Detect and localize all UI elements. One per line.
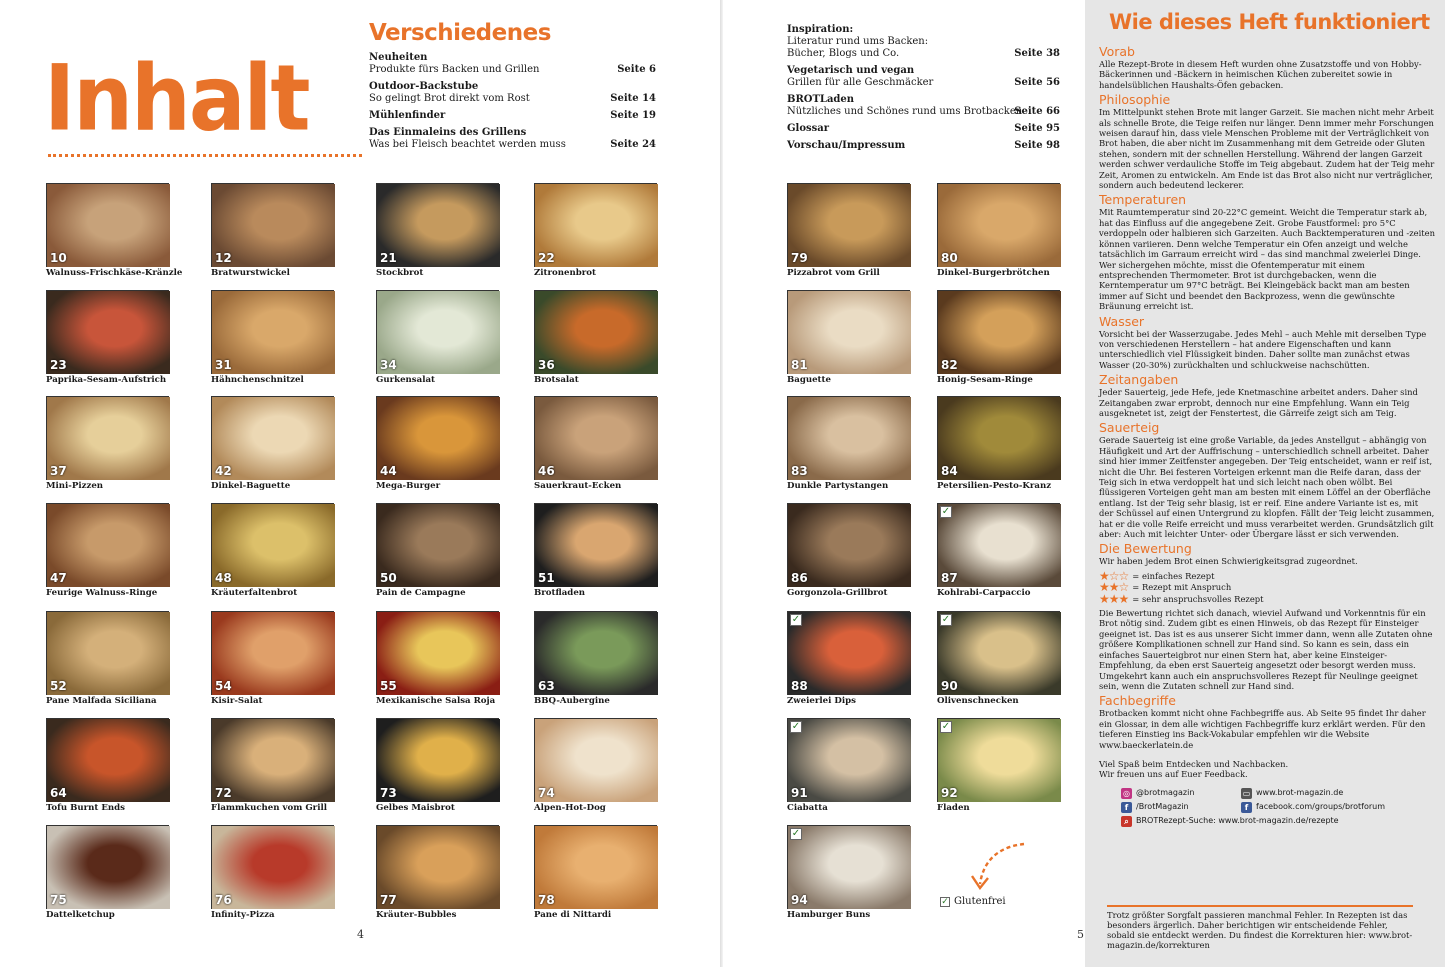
toc-entry[interactable] <box>787 65 1060 89</box>
facebook-icon: f <box>1121 802 1132 813</box>
recipe-thumbnail[interactable] <box>376 825 499 909</box>
recipe-thumbnail[interactable] <box>376 718 499 802</box>
recipe-name[interactable]: Mega-Burger <box>376 481 441 491</box>
recipe-page-number: 52 <box>50 679 67 693</box>
recipe-page-number: 74 <box>538 786 555 800</box>
toc-page: Seite 24 <box>610 139 656 150</box>
section-title: Verschiedenes <box>369 20 551 46</box>
recipe-name[interactable]: Ciabatta <box>787 803 828 813</box>
toc-title: Vegetarisch und vegan <box>787 65 915 76</box>
recipe-search-link[interactable] <box>1121 816 1411 827</box>
recipe-page-number: 54 <box>215 679 232 693</box>
recipe-page-number: 42 <box>215 464 232 478</box>
recipe-name[interactable]: Olivenschnecken <box>937 696 1019 706</box>
closing-line-1: Viel Spaß beim Entdecken und Nachbacken. <box>1099 758 1289 769</box>
toc-subtitle: Was bei Fleisch beachtet werden muss <box>369 139 566 150</box>
glutenfree-label: Glutenfrei <box>954 896 1006 907</box>
rating-label: = sehr anspruchsvolles Rezept <box>1132 593 1264 604</box>
recipe-thumbnail[interactable] <box>937 290 1060 374</box>
glutenfree-legend <box>940 896 1006 907</box>
recipe-page-number: 31 <box>215 358 232 372</box>
recipe-page-number: 44 <box>380 464 397 478</box>
recipe-thumbnail[interactable] <box>211 611 334 695</box>
toc-entry[interactable] <box>369 81 656 105</box>
social-links <box>1121 788 1435 827</box>
search-icon: ⌕ <box>1121 816 1132 827</box>
recipe-page-number: 50 <box>380 571 397 585</box>
toc-page: Seite 95 <box>1014 123 1060 134</box>
info-section-heading: Temperaturen <box>1099 192 1187 208</box>
check-icon: ✓ <box>791 614 801 625</box>
page-number-left: 4 <box>357 928 364 941</box>
recipe-name[interactable]: Petersilien-Pesto-Kranz <box>937 481 1052 491</box>
footer-divider <box>1107 905 1413 907</box>
recipe-page-number: 63 <box>538 679 555 693</box>
recipe-name[interactable]: Kisir-Salat <box>211 696 263 706</box>
recipe-thumbnail[interactable] <box>46 718 169 802</box>
recipe-thumbnail[interactable] <box>211 718 334 802</box>
facebook-group-url: facebook.com/groups/brotforum <box>1256 802 1386 812</box>
star-icon: ★★★ <box>1099 591 1129 606</box>
recipe-name[interactable]: Honig-Sesam-Ringe <box>937 375 1033 385</box>
recipe-thumbnail[interactable] <box>534 718 657 802</box>
monitor-icon: ▭ <box>1242 788 1251 798</box>
recipe-name[interactable]: Kräuterfaltenbrot <box>211 588 298 598</box>
recipe-name[interactable]: Sauerkraut-Ecken <box>534 481 622 491</box>
recipe-search-text: BROTRezept-Suche: www.brot-magazin.de/rezepte <box>1136 816 1339 826</box>
toc-subtitle: So gelingt Brot direkt vom Rost <box>369 93 530 104</box>
recipe-page-number: 48 <box>215 571 232 585</box>
check-icon: ✓ <box>941 506 951 517</box>
recipe-thumbnail[interactable] <box>211 825 334 909</box>
recipe-page-number: 55 <box>380 679 397 693</box>
recipe-thumbnail[interactable] <box>46 611 169 695</box>
instagram-link[interactable] <box>1121 788 1221 799</box>
recipe-thumbnail[interactable] <box>534 503 657 587</box>
toc-page: Seite 19 <box>610 110 656 121</box>
toc-entry[interactable] <box>787 24 1060 60</box>
arrow-icon <box>966 840 1028 896</box>
toc-title: Neuheiten <box>369 52 428 63</box>
toc-title: Outdoor-Backstube <box>369 81 479 92</box>
toc-page: Seite 38 <box>1014 48 1060 59</box>
recipe-name[interactable]: Alpen-Hot-Dog <box>534 803 606 813</box>
info-section-text: Alle Rezept-Brote in diesem Heft wurden ohne Zusatzstoffe und von Hobby-Bäckerinnen und -Bäckern in heimischen Küchen zubereitet sowie in handelsüblichen Haushalts-Öfen gebacken. <box>1099 59 1422 90</box>
toc-page: Seite 56 <box>1014 77 1060 88</box>
recipe-name[interactable]: Pizzabrot vom Grill <box>787 268 880 278</box>
toc-left <box>369 52 656 156</box>
toc-page: Seite 66 <box>1014 106 1060 117</box>
recipe-page-number: 72 <box>215 786 232 800</box>
toc-subtitle: Nützliches und Schönes rund ums Brotbacken <box>787 106 1023 117</box>
recipe-name[interactable]: Hamburger Buns <box>787 910 871 920</box>
recipe-thumbnail[interactable] <box>376 290 499 374</box>
info-section-heading: Zeitangaben <box>1099 372 1179 388</box>
recipe-thumbnail[interactable] <box>787 183 910 267</box>
recipe-thumbnail[interactable] <box>787 718 910 802</box>
website-url: www.brot-magazin.de <box>1256 788 1344 798</box>
rating-heading: Die Bewertung <box>1099 541 1192 557</box>
toc-entry[interactable] <box>787 123 1060 135</box>
recipe-page-number: 34 <box>380 358 397 372</box>
recipe-thumbnail[interactable] <box>376 611 499 695</box>
recipe-thumbnail[interactable] <box>534 183 657 267</box>
recipe-page-number: 51 <box>538 571 555 585</box>
page-title: Inhalt <box>44 45 309 151</box>
recipe-thumbnail[interactable] <box>376 183 499 267</box>
recipe-thumbnail[interactable] <box>787 825 910 909</box>
recipe-page-number: 37 <box>50 464 67 478</box>
recipe-page-number: 92 <box>941 786 958 800</box>
toc-title: BROTLaden <box>787 94 855 105</box>
recipe-name[interactable]: Flammkuchen vom Grill <box>211 803 327 813</box>
recipe-thumbnail[interactable] <box>376 503 499 587</box>
recipe-name[interactable]: Pane Malfada Siciliana <box>46 696 157 706</box>
instagram-icon: ◎ <box>1121 788 1132 799</box>
recipe-thumbnail[interactable] <box>787 503 910 587</box>
toc-entry[interactable] <box>369 110 656 122</box>
rating-label: = einfaches Rezept <box>1132 570 1215 581</box>
recipe-name[interactable]: Gelbes Maisbrot <box>376 803 455 813</box>
info-section-heading: Philosophie <box>1099 92 1171 108</box>
toc-entry[interactable] <box>369 52 656 76</box>
recipe-thumbnail[interactable] <box>937 183 1060 267</box>
star-icon: ★★☆ <box>1099 580 1129 595</box>
recipe-page-number: 75 <box>50 893 67 907</box>
toc-subtitle: Bücher, Blogs und Co. <box>787 48 900 59</box>
toc-page: Seite 98 <box>1014 140 1060 151</box>
toc-title: Vorschau/Impressum <box>787 140 906 151</box>
recipe-page-number: 91 <box>791 786 808 800</box>
toc-title: Mühlenfinder <box>369 110 446 121</box>
check-icon: ✓ <box>941 896 949 907</box>
recipe-name[interactable]: Tofu Burnt Ends <box>46 803 125 813</box>
instagram-handle: @brotmagazin <box>1136 788 1195 798</box>
info-section-text: Vorsicht bei der Wasserzugabe. Jedes Mehl – auch Mehle mit derselben Type von verschiedenen Herstellern – hat andere Eigenschaften und kann unterschiedlich viel Flüssigkeit binden. Daher sollte man zunächst etwas Wasser (20-30%) zurückhalten und schluckweise nachschütten. <box>1099 328 1427 370</box>
recipe-page-number: 46 <box>538 464 555 478</box>
recipe-name[interactable]: Gorgonzola-Grillbrot <box>787 588 888 598</box>
recipe-name[interactable]: Mini-Pizzen <box>46 481 104 491</box>
recipe-page-number: 84 <box>941 464 958 478</box>
recipe-page-number: 73 <box>380 786 397 800</box>
recipe-page-number: 77 <box>380 893 397 907</box>
recipe-page-number: 10 <box>50 251 67 265</box>
toc-title: Inspiration: <box>787 24 854 35</box>
recipe-thumbnail[interactable] <box>211 396 334 480</box>
recipe-name[interactable]: Pane di Nittardi <box>534 910 612 920</box>
recipe-name[interactable]: Dinkel-Burgerbrötchen <box>937 268 1050 278</box>
recipe-page-number: 64 <box>50 786 67 800</box>
recipe-thumbnail[interactable] <box>937 718 1060 802</box>
toc-page: Seite 6 <box>617 64 656 75</box>
star-icon: ★☆☆ <box>1099 568 1129 583</box>
info-panel <box>1085 0 1445 967</box>
recipe-name[interactable]: Dunkle Partystangen <box>787 481 889 491</box>
recipe-thumbnail[interactable] <box>534 611 657 695</box>
website-link[interactable] <box>1241 788 1411 799</box>
info-title: Wie dieses Heft funktioniert <box>1109 10 1430 34</box>
recipe-name[interactable]: Paprika-Sesam-Aufstrich <box>46 375 167 385</box>
recipe-thumbnail[interactable] <box>787 396 910 480</box>
recipe-page-number: 81 <box>791 358 808 372</box>
left-page <box>0 0 722 967</box>
recipe-page-number: 94 <box>791 893 808 907</box>
recipe-name[interactable]: Kohlrabi-Carpaccio <box>937 588 1031 598</box>
recipe-thumbnail[interactable] <box>787 290 910 374</box>
recipe-name[interactable]: Zweierlei Dips <box>787 696 856 706</box>
recipe-thumbnail[interactable] <box>376 396 499 480</box>
recipe-name[interactable]: Baguette <box>787 375 831 385</box>
recipe-page-number: 79 <box>791 251 808 265</box>
check-icon: ✓ <box>941 614 951 625</box>
recipe-name[interactable]: Bratwurstwickel <box>211 268 290 278</box>
recipe-thumbnail[interactable] <box>534 825 657 909</box>
recipe-page-number: 22 <box>538 251 555 265</box>
recipe-page-number: 88 <box>791 679 808 693</box>
recipe-name[interactable]: Gurkensalat <box>376 375 435 385</box>
info-section-heading: Sauerteig <box>1099 420 1160 436</box>
info-section-text: Mit Raumtemperatur sind 20-22°C gemeint. Weicht die Temperatur stark ab, hat das Einfluss auf die angegebene Zeit. Grobe Faustformel: pro 5°C verdoppeln oder halbieren sich Garzeiten. Auch Backtemperaturen und -zeiten können variieren. Denn welche Temperatur ein Ofen anzeigt und welche tatsächlich im Garraum erreicht wird – das sind manchmal zweierlei Dinge. Wer sichergehen möchte, misst die Ofentemperatur mit einem entsprechenden Thermometer. Brot ist durchgebacken, wenn die Kerntemperatur um 97°C beträgt. Bei Kleingebäck backt man am besten immer auf Sicht und beendet den Backprozess, wenn die gewünschte Bräunung erreicht ist. <box>1099 207 1435 312</box>
facebook-group-link[interactable] <box>1241 802 1411 813</box>
check-icon: ✓ <box>791 721 801 732</box>
recipe-thumbnail[interactable] <box>787 611 910 695</box>
recipe-name[interactable]: Zitronenbrot <box>534 268 596 278</box>
info-section-heading: Wasser <box>1099 313 1145 329</box>
info-body <box>1099 42 1435 827</box>
recipe-thumbnail[interactable] <box>211 503 334 587</box>
check-icon: ✓ <box>791 828 801 839</box>
toc-subtitle: Literatur rund ums Backen: <box>787 36 929 47</box>
recipe-name[interactable]: Infinity-Pizza <box>211 910 275 920</box>
recipe-thumbnail[interactable] <box>534 396 657 480</box>
recipe-page-number: 76 <box>215 893 232 907</box>
recipe-page-number: 47 <box>50 571 67 585</box>
toc-subtitle: Produkte fürs Backen und Grillen <box>369 64 540 75</box>
rating-label: = Rezept mit Anspruch <box>1132 582 1232 593</box>
recipe-thumbnail[interactable] <box>937 503 1060 587</box>
recipe-name[interactable]: Dinkel-Baguette <box>211 481 291 491</box>
facebook-handle: /BrotMagazin <box>1136 802 1189 812</box>
corrections-note: Trotz größter Sorgfalt passieren manchmal Fehler. In Rezepten ist das besonders ärgerlich. Daher berichtigen wir entscheidende Fehler, sobald sie entdeckt werden. Du findest die Korrekturen hier: www.brot-magazin.de/korrekturen <box>1107 910 1413 950</box>
rating-text: Die Bewertung richtet sich danach, wieviel Aufwand und Vorkenntnis für ein Brot nötig sind. Zudem gibt es einen Hinweis, ob das Rezept für Einsteiger geeignet ist. Das ist es aus unserer Sicht immer dann, wenn alle Zutaten ohne größere Komplikationen schnell zur Hand sind. So kann es sein, dass ein einfaches Sauerteigbrot nur einen Stern hat, aber keine Einsteiger-Empfehlung, da eben erst Sauerteig angesetzt oder besorgt werden muss. Umgekehrt kann auch ein anspruchsvolleres Rezept für Neulinge geeignet sein, wenn die Zutaten schnell zur Hand sind. <box>1099 608 1433 691</box>
closing-line-2: Wir freuen uns auf Euer Feedback. <box>1099 769 1248 780</box>
toc-title: Glossar <box>787 123 830 134</box>
info-section-text: Jeder Sauerteig, jede Hefe, jede Knetmaschine arbeitet anders. Daher sind Zeitangaben zwar erprobt, dennoch nur eine Empfehlung. Wann ein Teig ausgeknetet ist, zeigt der Fenstertest, die Gärreife zeigt sich am Teig. <box>1099 387 1418 418</box>
toc-subtitle: Grillen für alle Geschmäcker <box>787 77 934 88</box>
recipe-page-number: 23 <box>50 358 67 372</box>
recipe-name[interactable]: Hähnchenschnitzel <box>211 375 304 385</box>
recipe-page-number: 36 <box>538 358 555 372</box>
rating-level-1 <box>1099 568 1435 583</box>
toc-entry[interactable] <box>787 94 1060 118</box>
recipe-thumbnail[interactable] <box>46 503 169 587</box>
recipe-thumbnail[interactable] <box>46 825 169 909</box>
rating-level-3 <box>1099 591 1435 606</box>
info-section-text: Gerade Sauerteig ist eine große Variable, da jedes Anstellgut – abhängig von Häufigkeit und Art der Auffrischung – unterschiedlich schnell arbeitet. Daher sind hier immer Zeitfenster angegeben. Der Teig entscheidet, wann er reif ist, nicht die Uhr. Bei festeren Vorteigen erkennt man die Reife daran, dass der Teig sich in etwa verdoppelt hat und sich leicht nach oben wölbt. Bei flüssigeren Vorteigen geht man am besten mit einem Löffel an der Oberfläche entlang. Ist der Teig sehr blasig, ist er reif. Eine andere Variante ist es, mit der Schüssel auf einen Untergrund zu klopfen. Fällt der Teig leicht zusammen, hat er die volle Reife erreicht und muss verarbeitet werden. Grundsätzlich gilt aber: Auch mit leichter Unter- oder Übergare lässt er sich verwenden. <box>1099 435 1435 540</box>
recipe-page-number: 78 <box>538 893 555 907</box>
recipe-thumbnail[interactable] <box>211 290 334 374</box>
toc-entry[interactable] <box>787 140 1060 152</box>
recipe-page-number: 12 <box>215 251 232 265</box>
facebook-icon: f <box>1241 802 1252 813</box>
info-section-heading: Vorab <box>1099 44 1135 59</box>
recipe-page-number: 87 <box>941 571 958 585</box>
rating-legend <box>1099 568 1435 606</box>
recipe-thumbnail[interactable] <box>46 183 169 267</box>
toc-title: Das Einmaleins des Grillens <box>369 127 527 138</box>
recipe-thumbnail[interactable] <box>937 396 1060 480</box>
recipe-name[interactable]: Fladen <box>937 803 970 813</box>
recipe-page-number: 86 <box>791 571 808 585</box>
recipe-name[interactable]: Feurige Walnuss-Ringe <box>46 588 158 598</box>
recipe-thumbnail[interactable] <box>211 183 334 267</box>
recipe-name[interactable]: Brotfladen <box>534 588 586 598</box>
recipe-page-number: 80 <box>941 251 958 265</box>
recipe-name[interactable]: Brotsalat <box>534 375 579 385</box>
recipe-thumbnail[interactable] <box>534 290 657 374</box>
recipe-page-number: 90 <box>941 679 958 693</box>
title-dotted-rule <box>48 154 362 157</box>
rating-intro: Wir haben jedem Brot einen Schwierigkeitsgrad zugeordnet. <box>1099 556 1358 567</box>
info-section-text: Im Mittelpunkt stehen Brote mit langer Garzeit. Sie machen nicht mehr Arbeit als schnelle Brote, die Teige reifen nur länger. Denn immer mehr Forschungen weisen darauf hin, dass viele Menschen Probleme mit der Verträglichkeit von Brot haben, die aber nicht im Zusammenhang mit dem Getreide oder Gluten stehen, sondern mit der schnellen Herstellung. Während der langen Garzeit werden schwer verdauliche Stoffe im Teig abgebaut. Zudem hat der Teig mehr Zeit, Aromen zu entwickeln. Am Ende ist das Brot also nicht nur verträglicher, sondern auch bedeutend leckerer. <box>1099 107 1435 191</box>
fach-heading: Fachbegriffe <box>1099 693 1176 709</box>
rating-level-2 <box>1099 580 1435 595</box>
page-number-right: 5 <box>1077 928 1084 941</box>
recipe-name[interactable]: Stockbrot <box>376 268 424 278</box>
recipe-name[interactable]: Pain de Campagne <box>376 588 466 598</box>
recipe-thumbnail[interactable] <box>46 290 169 374</box>
recipe-name[interactable]: Dattelketchup <box>46 910 115 920</box>
facebook-link[interactable] <box>1121 802 1221 813</box>
toc-page: Seite 14 <box>610 93 656 104</box>
toc-right <box>787 24 1060 157</box>
recipe-name[interactable]: BBQ-Aubergine <box>534 696 610 706</box>
fach-text: Brotbacken kommt nicht ohne Fachbegriffe aus. Ab Seite 95 findet Ihr daher ein Glossar, in dem alle wichtigen Fachbegriffe kurz erklärt werden. Für den tieferen Einstieg ins Back-Vokabular empfehlen wir die Website www.baeckerlatein.de <box>1099 708 1426 750</box>
toc-entry[interactable] <box>369 127 656 151</box>
check-icon: ✓ <box>941 721 951 732</box>
recipe-name[interactable]: Kräuter-Bubbles <box>376 910 457 920</box>
recipe-name[interactable]: Mexikanische Salsa Roja <box>376 696 496 706</box>
recipe-name[interactable]: Walnuss-Frischkäse-Kränzle <box>46 268 183 278</box>
recipe-thumbnail[interactable] <box>46 396 169 480</box>
recipe-page-number: 21 <box>380 251 397 265</box>
recipe-thumbnail[interactable] <box>937 611 1060 695</box>
recipe-page-number: 82 <box>941 358 958 372</box>
recipe-page-number: 83 <box>791 464 808 478</box>
